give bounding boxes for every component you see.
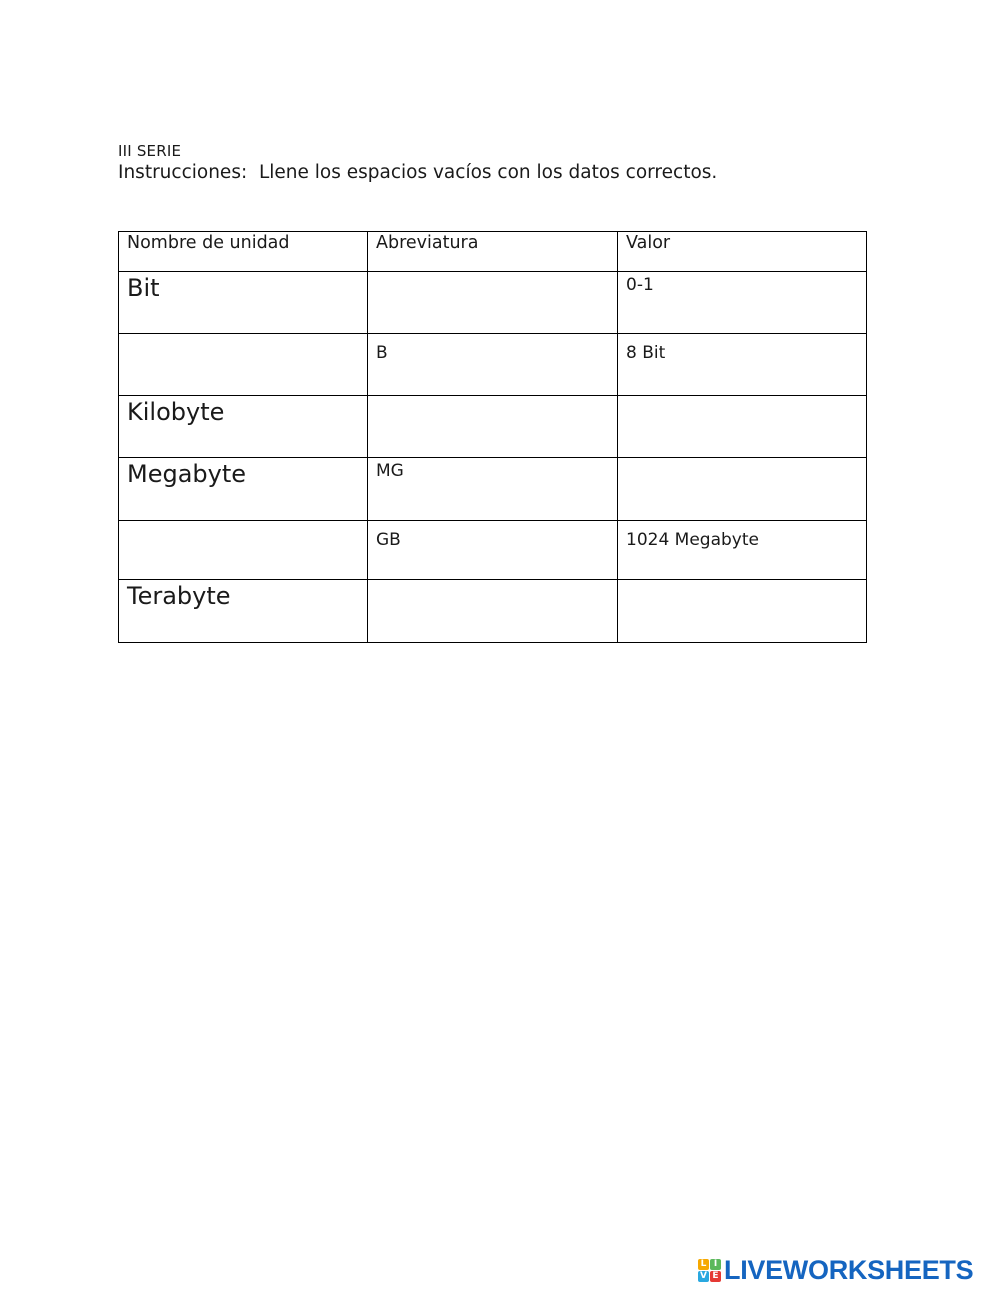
header-unit-name: Nombre de unidad [119, 232, 368, 272]
unit-name-cell: Kilobyte [119, 396, 368, 458]
unit-name-cell: Bit [119, 272, 368, 334]
unit-name-cell[interactable] [119, 521, 368, 580]
liveworksheets-brand [698, 1255, 973, 1285]
instructions-text: Instrucciones: Llene los espacios vacíos con los datos correctos. [118, 162, 718, 183]
value-cell[interactable] [618, 396, 867, 458]
table-row [119, 580, 867, 643]
table-row [119, 334, 867, 396]
abbreviation-cell: GB [368, 521, 618, 580]
table-row [119, 272, 867, 334]
logo-letter-l: L [698, 1259, 709, 1270]
header-value: Valor [618, 232, 867, 272]
table-row [119, 396, 867, 458]
liveworksheets-logo-icon [698, 1259, 721, 1282]
header-abbreviation: Abreviatura [368, 232, 618, 272]
value-cell[interactable] [618, 458, 867, 521]
value-cell[interactable] [618, 580, 867, 643]
abbreviation-cell[interactable] [368, 272, 618, 334]
table-header-row [119, 232, 867, 272]
abbreviation-cell[interactable] [368, 580, 618, 643]
logo-letter-i: I [710, 1259, 721, 1270]
unit-name-cell[interactable] [119, 334, 368, 396]
abbreviation-cell: MG [368, 458, 618, 521]
unit-name-cell: Terabyte [119, 580, 368, 643]
value-cell: 0-1 [618, 272, 867, 334]
series-label: III SERIE [118, 142, 182, 160]
logo-letter-e: E [710, 1271, 721, 1282]
brand-name: LIVEWORKSHEETS [724, 1254, 974, 1285]
abbreviation-cell[interactable] [368, 396, 618, 458]
value-cell: 8 Bit [618, 334, 867, 396]
units-table [118, 231, 867, 643]
unit-name-cell: Megabyte [119, 458, 368, 521]
logo-letter-v: V [698, 1271, 709, 1282]
table-row [119, 521, 867, 580]
value-cell: 1024 Megabyte [618, 521, 867, 580]
table-row [119, 458, 867, 521]
abbreviation-cell: B [368, 334, 618, 396]
